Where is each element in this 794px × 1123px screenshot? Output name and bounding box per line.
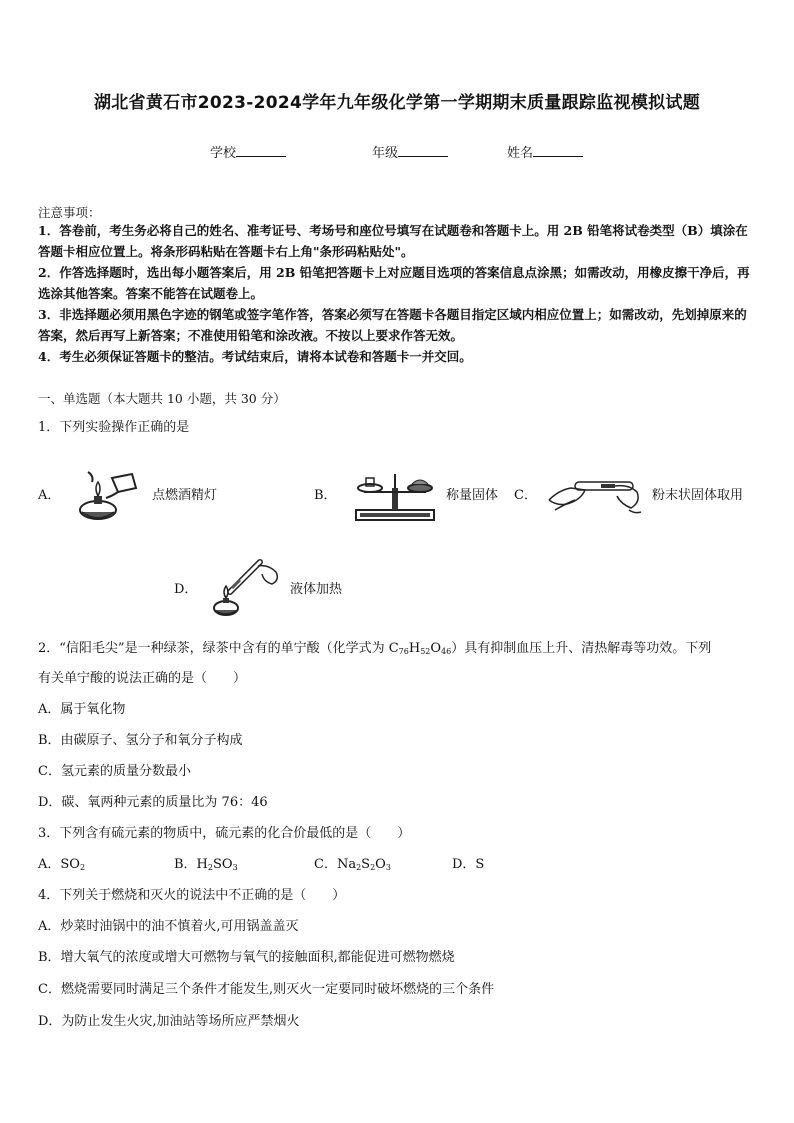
question-4-stem: 4．下列关于燃烧和灭火的说法中不正确的是（ ） [38,888,346,903]
q2-formula-sub: 76 [398,647,409,656]
q2-option-c: C．氢元素的质量分数最小 [38,764,191,779]
school-label: 学校 [210,146,237,161]
q3-option-c-sub: 3 [385,863,391,872]
q2-formula-sub: 46 [441,647,452,656]
q3-option-b-sub: 2 [207,863,213,872]
q1-option-b-label: 称量固体 [446,488,499,503]
question-2-stem-cont: 有关单宁酸的说法正确的是（ ） [38,671,247,686]
q3-option-b-text: B．H [174,857,208,872]
q1-option-d-letter: D． [174,582,198,597]
q2-stem-part: ）具有抑制血压上升、清热解毒等功效。下列 [451,641,712,656]
q1-option-c-label: 粉末状固体取用 [652,488,744,503]
q1-option-d-label: 液体加热 [290,582,343,597]
q2-stem-part: 2．“信阳毛尖”是一种绿茶，绿茶中含有的单宁酸（化学式为 C [38,641,399,656]
section-title: 一、单选题（本大题共 10 小题，共 30 分） [38,391,286,406]
question-3-stem: 3．下列含有硫元素的物质中，硫元素的化合价最低的是（ ） [38,826,411,841]
test-tube-powder-icon [545,470,645,520]
notice-item: 3．非选择题必须用黑色字迹的钢笔或签字笔作答，答案必须写在答题卡各题目指定区域内相应位置上；如需改动，先划掉原来的答案，然后再写上新答案；不准使用铅笔和涂改液。不按以上要求作答无效。 [38,307,747,343]
q2-option-a: A．属于氧化物 [38,702,126,717]
grade-label: 年级 [372,146,399,161]
q3-option-c-sub: 2 [356,863,362,872]
q3-option-c-text: O [375,857,386,872]
q4-option-d: D．为防止发生火灾,加油站等场所应严禁烟火 [38,1014,300,1029]
alcohol-lamp-icon [72,468,142,524]
q3-option-c-text: C．Na [314,857,357,872]
page-title: 湖北省黄石市2023-2024学年九年级化学第一学期期末质量跟踪监视模拟试题 [93,93,701,113]
q4-option-c: C．燃烧需要同时满足三个条件才能发生,则灭火一定要同时破坏燃烧的三个条件 [38,982,495,997]
q2-formula-part: O [430,641,442,656]
q3-option-b [174,853,238,872]
q1-option-a-letter: A． [38,488,61,503]
question-2-stem [38,637,711,656]
q2-formula-part: H [408,641,421,656]
q3-option-a [38,853,85,872]
school-blank[interactable] [236,143,286,157]
test-tube-heating-icon [206,558,284,618]
q3-option-b-sub: 3 [232,863,238,872]
q2-option-b: B．由碳原子、氢分子和氧分子构成 [38,733,243,748]
notice-item: 2．作答选择题时，选出每小题答案后，用 2B 铅笔把答题卡上对应题目选项的答案信息点涂黑；如需改动，用橡皮擦干净后，再选涂其他答案。答案不能答在试题卷上。 [38,265,750,301]
q3-option-c-text: S [361,857,371,872]
grade-field[interactable] [372,142,448,161]
name-field[interactable] [507,142,583,161]
question-1-stem: 1．下列实验操作正确的是 [38,420,190,435]
q3-option-c [314,853,391,872]
q2-formula-sub: 52 [420,647,431,656]
q3-option-a-text: A．SO [38,857,80,872]
balance-icon [352,470,438,522]
name-label: 姓名 [507,146,534,161]
school-field[interactable] [210,142,286,161]
q1-option-c-letter: C． [514,488,537,503]
q4-option-a: A．炒菜时油锅中的油不慎着火,可用锅盖盖灭 [38,919,299,934]
q1-option-a-label: 点燃酒精灯 [152,488,218,503]
q3-option-d: D．S [452,857,485,872]
q3-option-b-text: SO [212,857,233,872]
q3-option-a-sub: 2 [79,863,86,872]
q1-option-b-letter: B． [314,488,337,503]
q2-option-d: D．碳、氧两种元素的质量比为 76：46 [38,795,268,810]
grade-blank[interactable] [398,143,448,157]
notice-heading: 注意事项： [38,205,101,220]
name-blank[interactable] [533,143,583,157]
q4-option-b: B．增大氧气的浓度或增大可燃物与氧气的接触面积,都能促进可燃物燃烧 [38,950,455,965]
notice-item: 1．答卷前，考生务必将自己的姓名、准考证号、考场号和座位号填写在试题卷和答题卡上。用 2B 铅笔将试卷类型（B）填涂在答题卡相应位置上。将条形码粘贴在答题卡右上角"条形码粘贴处"。 [38,223,748,259]
q3-option-c-sub: 2 [370,863,376,872]
notice-item: 4．考生必须保证答题卡的整洁。考试结束后，请将本试卷和答题卡一并交回。 [38,349,472,364]
